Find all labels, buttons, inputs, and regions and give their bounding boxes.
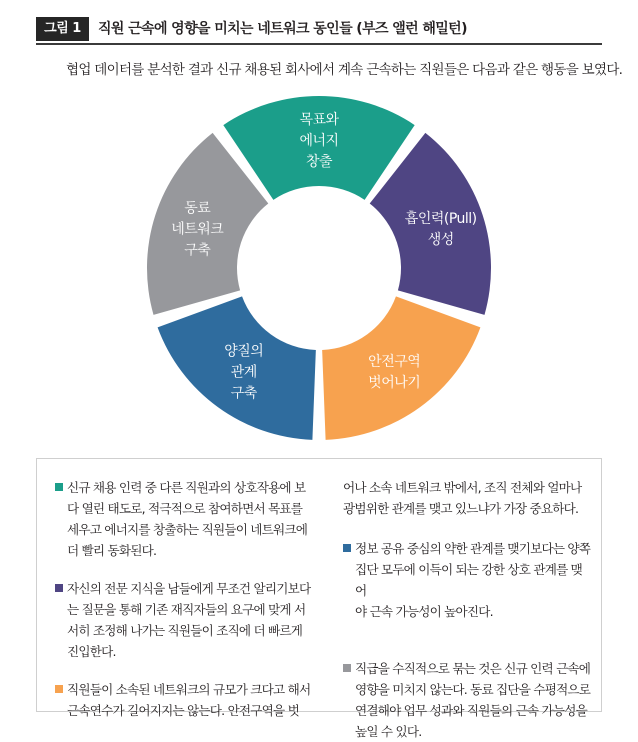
figure-title: 직원 근속에 영향을 미치는 네트워크 동인들 (부즈 앨런 해밀턴): [98, 21, 467, 37]
segment-peer-network-label-line: 동료: [184, 200, 211, 217]
segment-pull-label-line: 생성: [427, 231, 454, 248]
note-line: 연결해야 업무 성과와 직원들의 근속 가능성을: [355, 703, 587, 718]
notes-box: [36, 458, 602, 739]
segment-peer-network-label-line: 네트워크: [171, 221, 224, 238]
segment-goals-energy-label-line: 창출: [305, 154, 333, 170]
note-line: 다 열린 태도로, 적극적으로 참여하면서 목표를: [67, 501, 303, 516]
note-line: 서히 조정해 나가는 직원들이 조직에 더 빠르게: [67, 623, 303, 638]
note-line: 집단 모두에 이득이 되는 강한 상호 관계를 맺어: [355, 562, 583, 598]
note-line: 직원들이 소속된 네트워크의 규모가 크다고 해서: [67, 682, 311, 697]
note-line: 정보 공유 중심의 약한 관계를 맺기보다는 양쪽: [355, 541, 591, 556]
notes-left-column: [55, 477, 325, 721]
notes-right-column: [343, 477, 593, 742]
note-line: 광범위한 관계를 맺고 있느냐가 가장 중요하다.: [343, 501, 579, 516]
blue-bullet-icon: [343, 544, 351, 552]
segment-comfort-zone-label-line: 벗어나기: [368, 375, 421, 392]
note-comfort-zone: [55, 679, 325, 721]
note-line: 진입한다.: [67, 644, 116, 659]
purple-bullet-icon: [55, 584, 63, 592]
note-quality-relations: [343, 538, 593, 622]
note-line: 는 질문을 통해 기존 재직자들의 요구에 맞게 서: [67, 602, 306, 617]
orange-bullet-icon: [55, 685, 63, 693]
teal-bullet-icon: [55, 483, 63, 491]
note-goal-energy: [55, 477, 325, 561]
note-line: 어나 소속 네트워크 밖에서, 조직 전체와 얼마나: [343, 480, 582, 495]
segment-pull-label-line: 흡인력(Pull): [404, 210, 477, 227]
note-peer-network: [343, 658, 593, 742]
note-line: 직급을 수직적으로 묶는 것은 신규 인력 근속에: [355, 661, 591, 676]
note-comfort-zone-cont: [343, 477, 593, 519]
segment-quality-relations-label-line: 구축: [230, 385, 257, 402]
note-pull: [55, 578, 325, 662]
note-line: 근속연수가 길어지지는 않는다. 안전구역을 벗: [67, 703, 299, 718]
note-line: 야 근속 가능성이 높아진다.: [355, 604, 493, 619]
segment-peer-network-label-line: 구축: [184, 242, 211, 259]
figure-badge: 그림 1: [36, 17, 89, 41]
segment-quality-relations-label-line: 양질의: [224, 343, 264, 360]
note-line: 자신의 전문 지식을 남들에게 무조건 알리기보다: [67, 581, 311, 596]
segment-goals-energy-label-line: 에너지: [299, 133, 339, 149]
note-line: 영향을 미치지 않는다. 동료 집단을 수평적으로: [355, 682, 591, 697]
note-line: 세우고 에너지를 창출하는 직원들이 네트워크에: [67, 522, 308, 537]
note-line: 신규 채용 인력 중 다른 직원과의 상호작용에 보: [67, 480, 306, 495]
note-line: 높일 수 있다.: [355, 724, 422, 739]
intro-text: 협업 데이터를 분석한 결과 신규 채용된 회사에서 계속 근속하는 직원들은 다음과 같은 행동을 보였다.: [66, 62, 623, 78]
segment-quality-relations-label-line: 관계: [230, 364, 257, 381]
gray-bullet-icon: [343, 664, 351, 672]
segment-goals-energy-label-line: 목표와: [299, 112, 339, 128]
segment-comfort-zone-label-line: 안전구역: [368, 354, 421, 371]
note-line: 더 빨리 동화된다.: [67, 543, 157, 558]
